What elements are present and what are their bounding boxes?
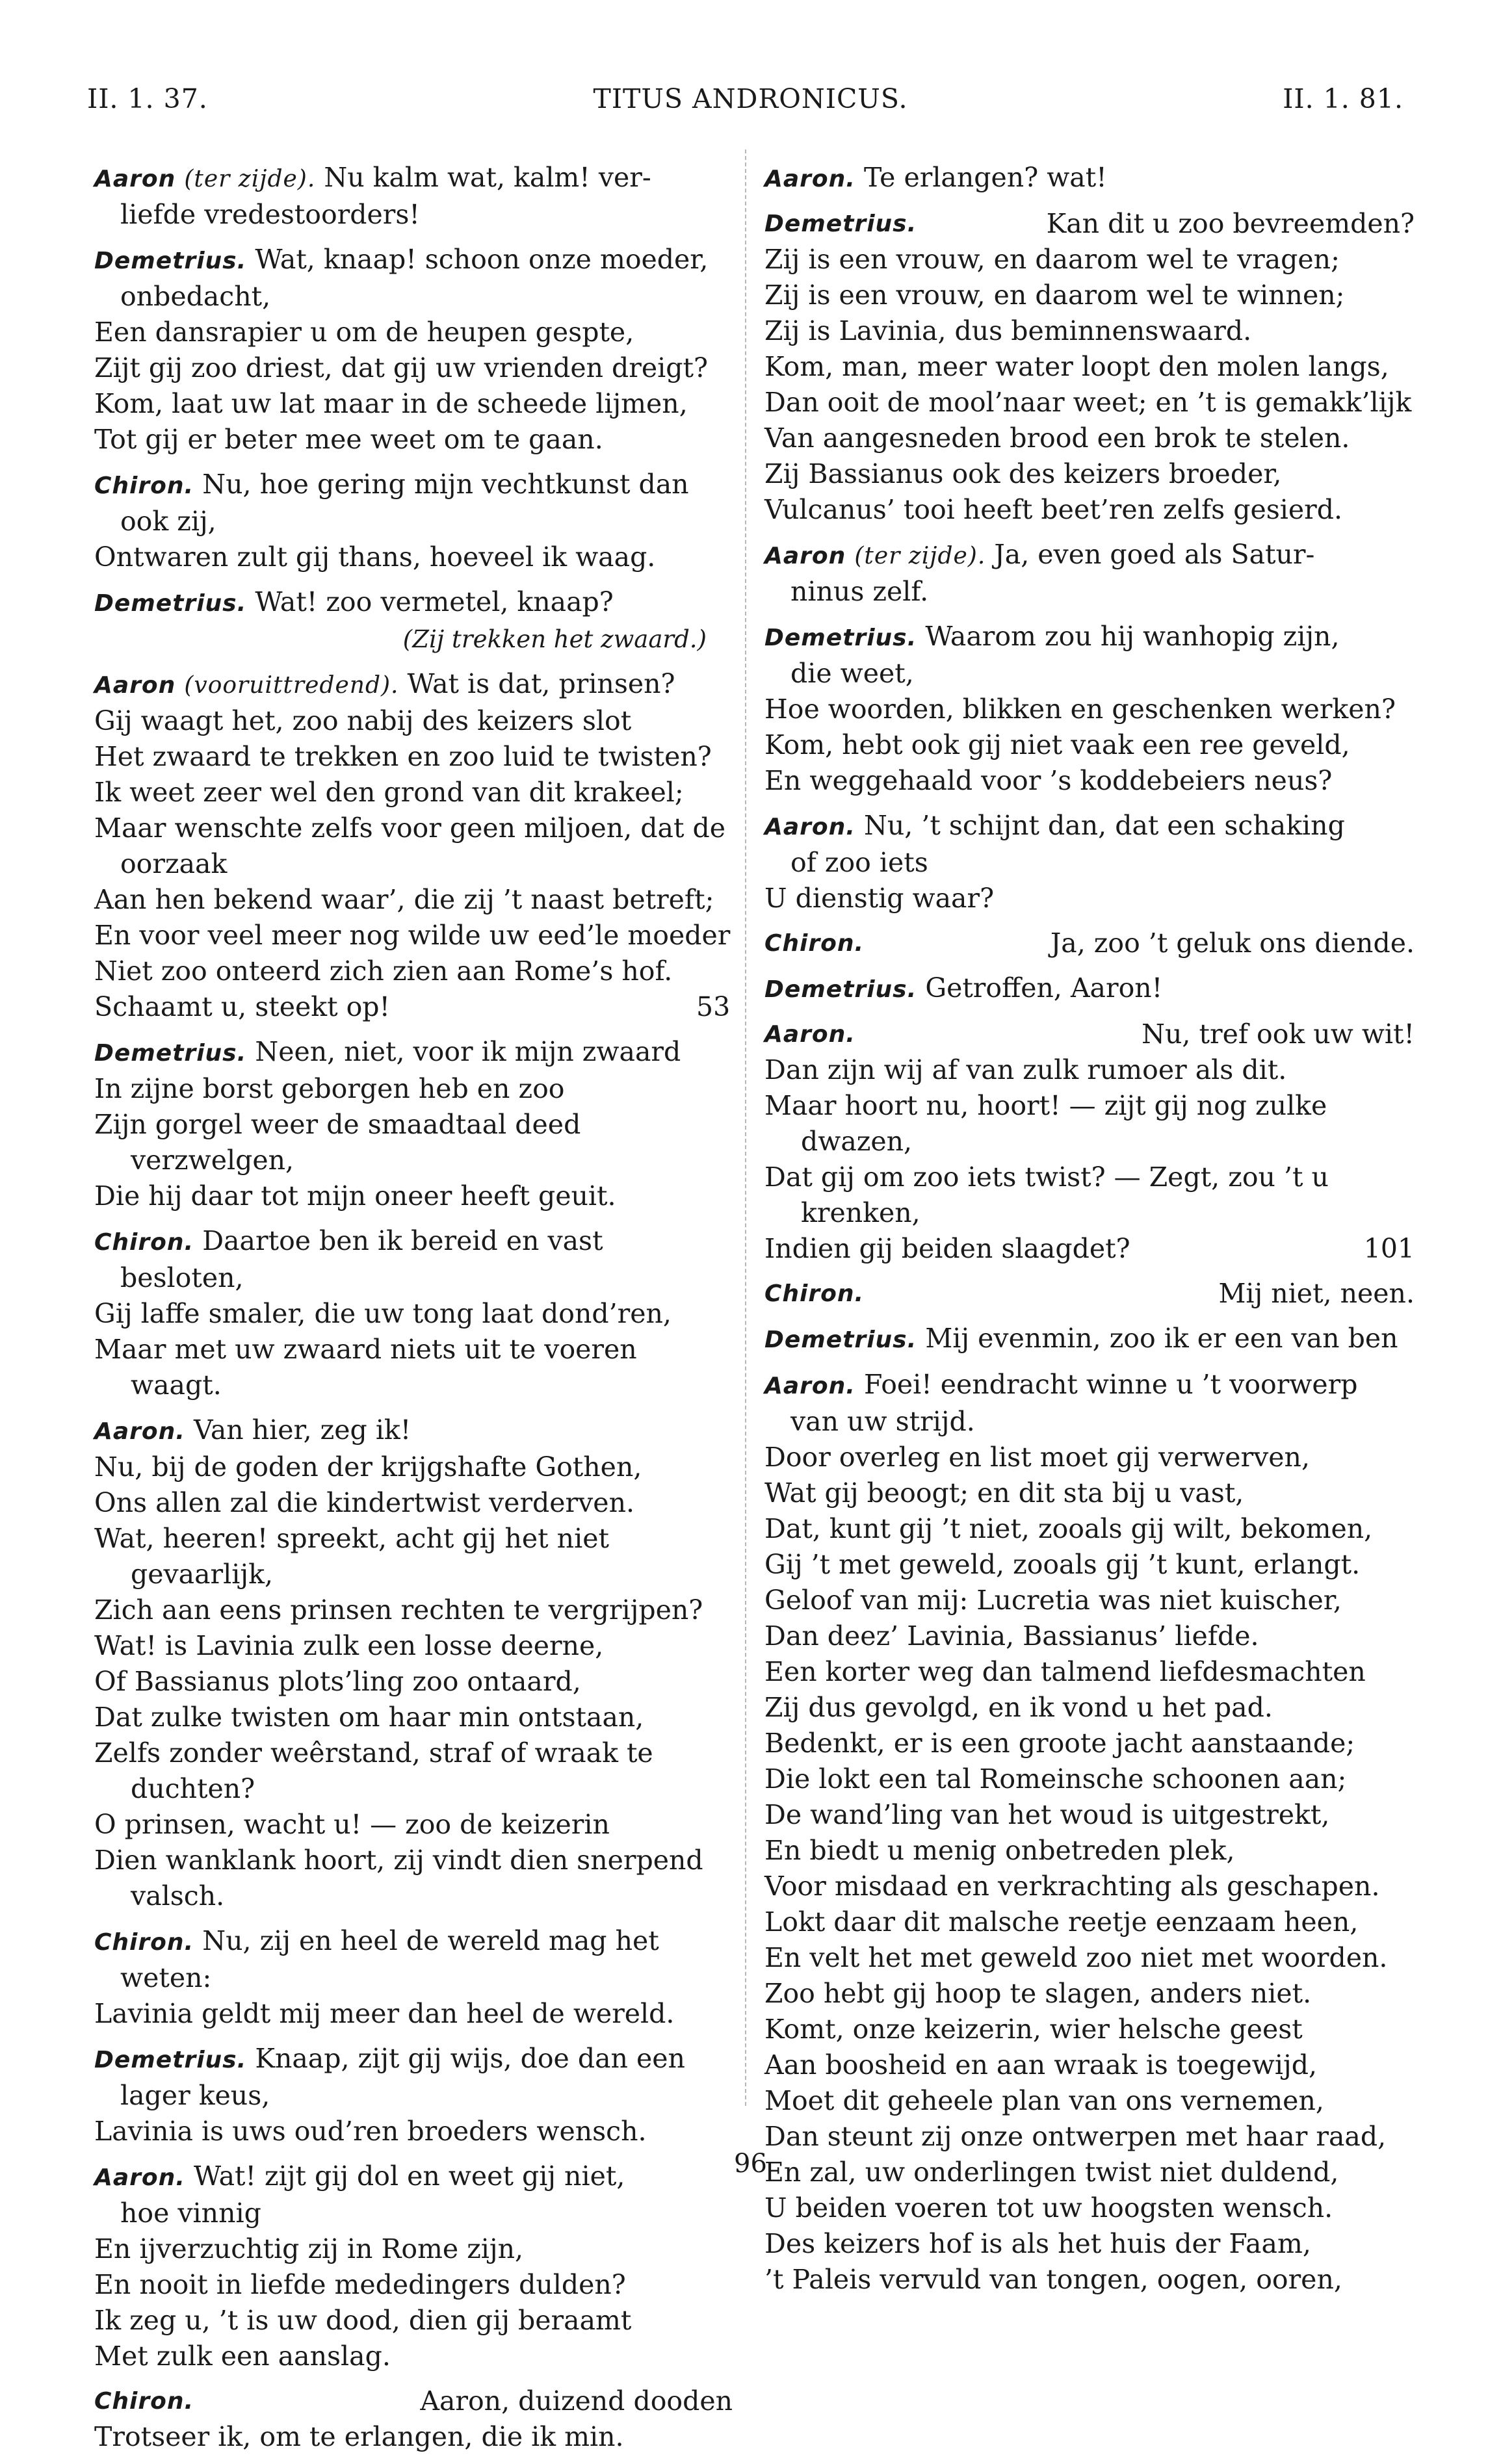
verse-line <box>764 2262 1415 2298</box>
verse-text: Niet zoo onteerd zich zien aan Rome’s hof. <box>94 955 673 987</box>
verse-line <box>94 953 733 989</box>
speech-block <box>764 619 1415 799</box>
verse-line <box>94 1664 733 1700</box>
verse-text: Een dansrapier u om de heupen gespte, <box>94 317 634 348</box>
verse-text: Lokt daar dit malsche reetje eenzaam heen, <box>764 1906 1359 1938</box>
verse-text: Kan dit u zoo bevreemden? <box>1046 208 1415 239</box>
verse-line <box>764 1690 1415 1726</box>
verse-line <box>764 2047 1415 2083</box>
speech-first-line <box>94 1412 733 1449</box>
verse-text: Of Bassianus plots’ling zoo ontaard, <box>94 1666 581 1697</box>
verse-line <box>764 1475 1415 1511</box>
verse-line <box>764 1869 1415 1904</box>
verse-text: Nu kalm wat, kalm! ver- <box>324 162 651 193</box>
verse-line <box>764 1160 1415 1231</box>
speaker-name: Demetrius. <box>94 590 247 617</box>
verse-line <box>764 242 1415 278</box>
speech-first-line <box>764 926 1415 961</box>
speech-block <box>94 1412 733 1914</box>
speech-first-line <box>94 1034 733 1071</box>
verse-line <box>764 492 1415 528</box>
verse-continuation: hoe vinnig <box>120 2198 261 2229</box>
verse-text: Mij niet, neen. <box>1218 1278 1415 1309</box>
verse-text: Mij evenmin, zoo ik er een van ben <box>925 1323 1398 1354</box>
verse-text: Ons allen zal die kindertwist verderven. <box>94 1487 635 1518</box>
header-act-scene-left: II. 1. 37. <box>87 83 208 114</box>
verse-text: Voor misdaad en verkrachting als geschapen. <box>764 1871 1380 1902</box>
verse-text: Wat gij beoogt; en dit sta bij u vast, <box>764 1477 1244 1509</box>
verse-line <box>764 1052 1415 1088</box>
verse-line: Schaamt u, steekt op! 53 <box>94 991 731 1022</box>
verse-text: Neen, niet, voor ik mijn zwaard <box>255 1036 681 1067</box>
verse-text: Dat zulke twisten om haar min ontstaan, <box>94 1702 644 1733</box>
verse-continuation: ook zij, <box>120 506 216 537</box>
verse-text: Zoo hebt gij hoop te slagen, anders niet. <box>764 1978 1312 2009</box>
verse-text: Wat! zoo vermetel, knaap? <box>255 586 614 617</box>
verse-continuation: ninus zelf. <box>790 576 929 607</box>
speech-block <box>94 467 733 575</box>
verse-line <box>94 2114 733 2149</box>
verse-line <box>764 1833 1415 1869</box>
speech-block <box>764 1017 1415 1267</box>
verse-line <box>94 1735 733 1807</box>
verse-line <box>764 763 1415 799</box>
verse-text: Zij Bassianus ook des keizers broeder, <box>764 458 1282 489</box>
verse-text: Zich aan eens prinsen rechten te vergrijpen? <box>94 1594 703 1626</box>
stage-direction: (ter zijde). <box>184 166 316 192</box>
speech-block <box>94 1923 733 2032</box>
speech-first-line <box>94 666 733 703</box>
speech-block <box>94 1223 733 1403</box>
verse-text: Nu, hoe gering mijn vechtkunst dan <box>202 469 689 500</box>
verse-text: Gij waagt het, zoo nabij des keizers slot <box>94 705 632 736</box>
speaker-name: Aaron. <box>764 166 855 192</box>
verse-line <box>764 1618 1415 1654</box>
page-number: 96 <box>734 2149 767 2179</box>
verse-text: Het zwaard te trekken en zoo luid te twisten? <box>94 741 712 772</box>
speech-first-line <box>764 970 1415 1007</box>
verse-line <box>764 2190 1415 2226</box>
speech-block <box>764 1321 1415 1358</box>
verse-line <box>94 1592 733 1628</box>
verse-line <box>94 703 733 739</box>
verse-line <box>764 1583 1415 1618</box>
speech-block <box>94 160 733 233</box>
verse-text: Geloof van mij: Lucretia was niet kuischer, <box>764 1585 1342 1616</box>
verse-text: Nu, bij de goden der krijgshafte Gothen, <box>94 1451 642 1483</box>
verse-line <box>764 349 1415 385</box>
verse-text: Ontwaren zult gij thans, hoeveel ik waag. <box>94 541 656 573</box>
speaker-name: Demetrius. <box>94 1040 247 1067</box>
verse-text: Dat, kunt gij ’t niet, zooals gij wilt, bekomen, <box>764 1513 1373 1544</box>
speaker-name: Demetrius. <box>764 1327 917 1353</box>
verse-text: Door overleg en list moet gij verwerven, <box>764 1442 1310 1473</box>
verse-line <box>94 1700 733 1735</box>
verse-text: Die lokt een tal Romeinsche schoonen aan; <box>764 1763 1347 1795</box>
verse-line <box>94 811 733 846</box>
verse-line <box>94 315 733 350</box>
verse-line <box>94 1449 733 1485</box>
verse-text: ’t Paleis vervuld van tongen, oogen, ooren, <box>764 2264 1342 2295</box>
verse-text: U dienstig waar? <box>764 883 995 914</box>
verse-line <box>94 386 733 422</box>
verse-text: Zelfs zonder weêrstand, straf of wraak te duchten? <box>94 1737 662 1804</box>
verse-line <box>764 1231 1415 1267</box>
line-number: 101 <box>1363 1233 1415 1264</box>
verse-line <box>764 313 1415 349</box>
verse-line <box>94 1296 733 1332</box>
verse-text: Aaron, duizend dooden <box>420 2385 733 2417</box>
verse-text: Moet dit geheele plan van ons vernemen, <box>764 2085 1324 2116</box>
verse-continuation: die weet, <box>790 658 914 689</box>
verse-line <box>94 422 733 458</box>
verse-line <box>764 1726 1415 1761</box>
speaker-name: Aaron <box>764 543 846 569</box>
verse-text: Ik zeg u, ’t is uw dood, dien gij beraamt <box>94 2305 632 2336</box>
verse-continuation: weten: <box>120 1962 212 1993</box>
speech-first-line <box>94 160 733 197</box>
verse-text: Gij ’t met geweld, zooals gij ’t kunt, erlangt. <box>764 1549 1361 1580</box>
verse-line <box>764 385 1415 421</box>
verse-line <box>764 1797 1415 1833</box>
speech-block <box>94 2159 733 2374</box>
verse-text: Maar hoort nu, hoort! — zijt gij nog zulke dwazen, <box>764 1090 1336 1157</box>
speech-first-line <box>94 1923 733 1960</box>
verse-text: En biedt u menig onbetreden plek, <box>764 1835 1235 1866</box>
speech-first-line <box>764 160 1415 197</box>
verse-line <box>94 882 733 918</box>
verse-line <box>94 1996 733 2032</box>
speaker-name: Aaron. <box>94 1418 185 1445</box>
header-act-scene-right: II. 1. 81. <box>1283 83 1403 114</box>
verse-text: Des keizers hof is als het huis der Faam, <box>764 2228 1311 2259</box>
verse-line <box>764 1547 1415 1583</box>
speech-first-line <box>94 1223 733 1296</box>
speech-first-line <box>764 1276 1415 1312</box>
verse-continuation: lager keus, <box>120 2080 270 2111</box>
verse-line <box>764 2083 1415 2119</box>
speech-first-line <box>764 1367 1415 1404</box>
verse-text: Lavinia geldt mij meer dan heel de wereld. <box>94 1998 675 2029</box>
verse-text: Zijt gij zoo driest, dat gij uw vrienden dreigt? <box>94 352 708 383</box>
speaker-name: Demetrius. <box>94 2047 247 2073</box>
verse-text: Nu, ’t schijnt dan, dat een schaking <box>864 810 1345 841</box>
verse-text: Nu, zij en heel de wereld mag het <box>202 1925 659 1956</box>
verse-line <box>94 1628 733 1664</box>
verse-line <box>764 421 1415 456</box>
verse-line <box>764 1440 1415 1475</box>
verse-text: Tot gij er beter mee weet om te gaan. <box>94 424 603 455</box>
verse-text: Te erlangen? wat! <box>864 162 1107 193</box>
verse-text: En nooit in liefde mededingers dulden? <box>94 2269 626 2300</box>
verse-text: Aan boosheid en aan wraak is toegewijd, <box>764 2049 1318 2081</box>
verse-line <box>94 1521 733 1592</box>
verse-line <box>94 2303 733 2339</box>
speaker-name: Chiron. <box>764 1280 865 1307</box>
speaker-name: Chiron. <box>94 2388 194 2415</box>
stage-direction: (Zij trekken het zwaard.) <box>402 625 707 653</box>
verse-line <box>94 1178 733 1214</box>
speaker-name: Aaron. <box>94 2164 185 2191</box>
speaker-name: Demetrius. <box>764 976 917 1003</box>
speech-block <box>764 537 1415 610</box>
verse-text: Waarom zou hij wanhopig zijn, <box>925 621 1340 652</box>
speech-block <box>94 584 733 657</box>
column-divider <box>745 149 746 2106</box>
verse-line <box>764 1940 1415 1976</box>
verse-text: Daartoe ben ik bereid en vast besloten, <box>120 1225 603 1293</box>
speaker-name: Aaron. <box>764 1373 855 1399</box>
verse-text: Zij is Lavinia, dus beminnenswaard. <box>764 315 1252 346</box>
speech-block <box>94 242 733 458</box>
verse-text: Wat, knaap! schoon onze moeder, <box>255 244 709 275</box>
speaker-name: Chiron. <box>94 1929 194 1956</box>
speaker-name: Chiron. <box>94 1229 194 1256</box>
speaker-name: Aaron <box>94 672 176 699</box>
verse-line <box>94 2267 733 2303</box>
running-title: TITUS ANDRONICUS. <box>593 83 908 114</box>
speech-first-line <box>764 537 1415 574</box>
speech-first-line <box>764 206 1415 242</box>
verse-text: Ja, zoo ’t geluk ons diende. <box>1050 927 1415 959</box>
speech-first-line <box>94 2041 733 2078</box>
speech-first-line <box>764 1017 1415 1052</box>
verse-text: Van aangesneden brood een brok te stelen. <box>764 422 1350 454</box>
verse-continuation: van uw strijd. <box>790 1406 975 1437</box>
verse-text: Indien gij beiden slaagdet? <box>764 1233 1130 1264</box>
verse-text: In zijne borst geborgen heb en zoo <box>94 1073 565 1104</box>
left-column <box>94 160 733 2464</box>
speech-first-line <box>764 808 1415 845</box>
verse-text: En zal, uw onderlingen twist niet duldend, <box>764 2157 1339 2188</box>
speaker-name: Chiron. <box>764 930 865 957</box>
verse-text: Maar wenschte zelfs voor geen miljoen, dat de <box>94 812 725 844</box>
verse-line <box>764 1761 1415 1797</box>
verse-text: Nu, tref ook uw wit! <box>1142 1018 1415 1050</box>
verse-line <box>764 2226 1415 2262</box>
speech-first-line <box>764 1321 1415 1358</box>
verse-line <box>94 739 733 775</box>
verse-line <box>94 1485 733 1521</box>
verse-line <box>94 1332 733 1403</box>
speech-block <box>764 970 1415 1007</box>
verse-line <box>94 775 733 811</box>
verse-line <box>764 456 1415 492</box>
speaker-name: Aaron <box>94 166 176 192</box>
speech-block <box>94 666 733 1025</box>
verse-text: En ijverzuchtig zij in Rome zijn, <box>94 2233 524 2264</box>
verse-line <box>94 539 733 575</box>
speaker-name: Aaron. <box>764 814 855 840</box>
verse-line <box>764 1654 1415 1690</box>
verse-line <box>764 1904 1415 1940</box>
verse-line <box>764 692 1415 727</box>
speech-first-line <box>94 242 733 279</box>
verse-text: Kom, hebt ook gij niet vaak een ree geveld, <box>764 729 1350 760</box>
verse-line <box>764 1511 1415 1547</box>
verse-text: Ik weet zeer wel den grond van dit krakeel; <box>94 777 684 808</box>
verse-text: Maar met uw zwaard niets uit te voeren waagt. <box>94 1334 646 1401</box>
verse-text: Met zulk een aanslag. <box>94 2341 391 2372</box>
verse-text: Zij is een vrouw, en daarom wel te vragen; <box>764 244 1340 275</box>
verse-text: Ja, even goed als Satur- <box>994 539 1315 570</box>
verse-text: Een korter weg dan talmend liefdesmachten <box>764 1656 1366 1687</box>
verse-text: Dan steunt zij onze ontwerpen met haar raad, <box>764 2121 1387 2152</box>
verse-text: O prinsen, wacht u! — zoo de keizerin <box>94 1809 610 1840</box>
speech-block <box>94 2383 733 2455</box>
verse-text: Vulcanus’ tooi heeft beet’ren zelfs gesierd. <box>764 494 1343 525</box>
verse-text: Van hier, zeg ik! <box>194 1414 411 1446</box>
speech-first-line <box>94 2383 733 2419</box>
right-column <box>764 160 1415 2307</box>
verse-text: Wat! is Lavinia zulk een losse deerne, <box>94 1630 604 1661</box>
verse-text: Wat! zijt gij dol en weet gij niet, <box>194 2160 625 2192</box>
verse-text: En weggehaald voor ’s koddebeiers neus? <box>764 765 1333 796</box>
verse-text: Bedenkt, er is een groote jacht aanstaande; <box>764 1728 1355 1759</box>
stage-direction: (vooruittredend). <box>184 672 399 699</box>
verse-line <box>94 2231 733 2267</box>
verse-text: Dat gij om zoo iets twist? — Zegt, zou ’t u krenken, <box>764 1161 1337 1228</box>
verse-text: Dien wanklank hoort, zij vindt dien snerpend valsch. <box>94 1845 712 1912</box>
verse-text: Dan zijn wij af van zulk rumoer als dit. <box>764 1054 1287 1085</box>
verse-text: Wat, heeren! spreekt, acht gij het niet gevaarlijk, <box>94 1523 618 1590</box>
speech-block <box>764 926 1415 961</box>
verse-text: Getroffen, Aaron! <box>925 972 1163 1004</box>
speaker-name: Demetrius. <box>764 211 917 237</box>
verse-text: Dan deez’ Lavinia, Bassianus’ liefde. <box>764 1620 1259 1652</box>
verse-text: En velt het met geweld zoo niet met woorden. <box>764 1942 1388 1973</box>
verse-text: Dan ooit de mool’naar weet; en ’t is gemakk’lijk <box>764 387 1412 418</box>
speaker-name: Demetrius. <box>94 248 247 274</box>
verse-continuation: liefde vredestoorders! <box>120 199 420 230</box>
verse-text: Kom, laat uw lat maar in de scheede lijmen, <box>94 388 688 419</box>
verse-line <box>94 2339 733 2374</box>
verse-text: Die hij daar tot mijn oneer heeft geuit. <box>94 1180 616 1212</box>
stage-direction: (ter zijde). <box>854 543 986 569</box>
verse-text: Zij dus gevolgd, en ik vond u het pad. <box>764 1692 1273 1723</box>
verse-text: Foei! eendracht winne u ’t voorwerp <box>864 1369 1358 1400</box>
verse-continuation: of zoo iets <box>790 847 928 878</box>
speech-block <box>764 1276 1415 1312</box>
speaker-name: Chiron. <box>94 473 194 499</box>
verse-text: De wand’ling van het woud is uitgestrekt, <box>764 1799 1330 1830</box>
speech-block <box>764 160 1415 197</box>
verse-text: Wat is dat, prinsen? <box>407 668 675 699</box>
verse-line <box>94 2419 733 2455</box>
verse-line <box>94 846 733 882</box>
speech-block <box>764 808 1415 916</box>
verse-line <box>764 1976 1415 2012</box>
verse-line <box>94 1807 733 1843</box>
verse-text: Kom, man, meer water loopt den molen langs, <box>764 351 1389 382</box>
speech-block <box>94 2041 733 2149</box>
verse-continuation: onbedacht, <box>120 281 271 312</box>
verse-text: Gij laffe smaler, die uw tong laat dond’ren, <box>94 1298 672 1329</box>
speech-first-line <box>94 467 733 504</box>
verse-line <box>94 918 733 953</box>
verse-line <box>764 727 1415 763</box>
verse-line <box>764 881 1415 916</box>
verse-text: Hoe woorden, blikken en geschenken werken? <box>764 694 1396 725</box>
verse-line <box>764 2012 1415 2047</box>
speech-block <box>94 1034 733 1214</box>
verse-line <box>764 1088 1415 1160</box>
verse-text: Aan hen bekend waar’, die zij ’t naast betreft; <box>94 884 714 915</box>
verse-text: Komt, onze keizerin, wier helsche geest <box>764 2014 1303 2045</box>
verse-line <box>94 1107 733 1178</box>
verse-line <box>764 278 1415 313</box>
verse-line <box>94 350 733 386</box>
speaker-name: Demetrius. <box>764 625 917 651</box>
verse-text: Knaap, zijt gij wijs, doe dan een <box>255 2043 685 2074</box>
speech-block <box>764 206 1415 528</box>
verse-text: Lavinia is uws oud’ren broeders wensch. <box>94 2116 647 2147</box>
verse-text: Trotseer ik, om te erlangen, die ik min. <box>94 2421 624 2452</box>
verse-text: En voor veel meer nog wilde uw eed’le moeder <box>94 920 731 951</box>
verse-text: Zijn gorgel weer de smaadtaal deed verzwelgen, <box>94 1109 590 1176</box>
verse-text: U beiden voeren tot uw hoogsten wensch. <box>764 2192 1333 2224</box>
verse-line <box>94 1071 733 1107</box>
verse-line <box>94 1843 733 1914</box>
verse-text: oorzaak <box>120 848 228 879</box>
verse-text: Schaamt u, steekt op! <box>94 991 391 1022</box>
speech-first-line <box>94 584 733 621</box>
speech-first-line <box>764 619 1415 656</box>
verse-text: Zij is een vrouw, en daarom wel te winnen; <box>764 279 1345 311</box>
speaker-name: Aaron. <box>764 1021 855 1048</box>
